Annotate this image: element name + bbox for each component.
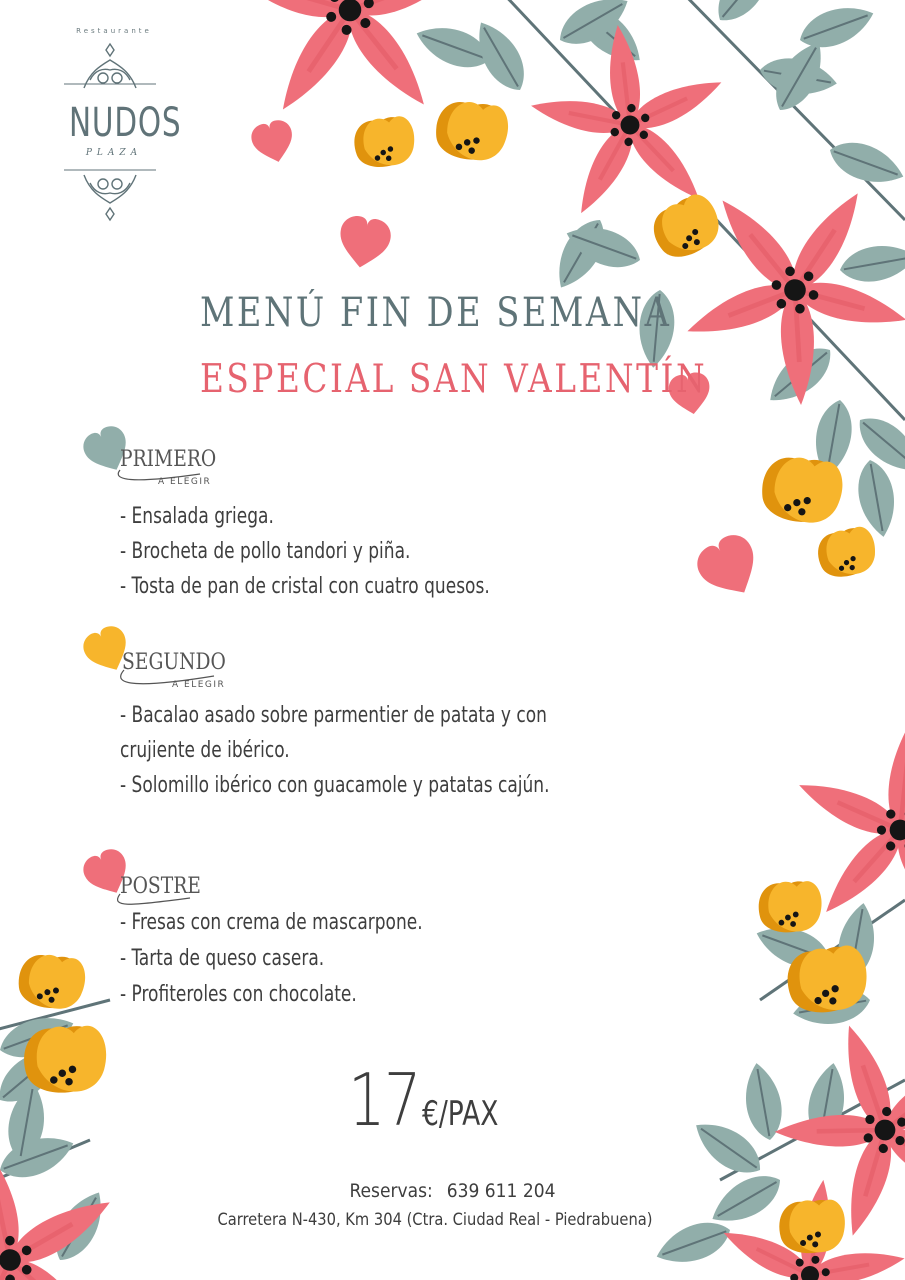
price-unit: €/PAX [421,1094,499,1134]
menu-item: - Fresas con crema de mascarpone. [120,910,423,935]
reservations-line [0,1180,905,1202]
address: Carretera N-430, Km 304 (Ctra. Ciudad Real - Piedrabuena) [217,1210,653,1230]
phone-number: 639 611 204 [446,1180,556,1202]
section-subheading-segundo: A ELEGIR [172,680,226,690]
section-subheading-primero: A ELEGIR [158,477,212,487]
menu-item: - Bacalao asado sobre parmentier de patata y con [120,703,547,728]
price [348,1058,520,1142]
menu-item: - Tosta de pan de cristal con cuatro quesos. [120,574,490,599]
menu-item: - Ensalada griega. [120,504,274,529]
section-heading-primero: PRIMERO [120,447,217,472]
menu-item: - Profiteroles con chocolate. [120,982,357,1007]
reservations-label: Reservas: [349,1180,433,1202]
section-heading-segundo: SEGUNDO [122,650,226,675]
section-heading-postre: POSTRE [120,874,201,899]
menu-title: MENÚ FIN DE SEMANA [200,290,672,336]
menu-item: - Solomillo ibérico con guacamole y patatas cajún. [120,773,550,798]
brand-logo-name: NUDOS [69,100,182,146]
brand-logo-subname: PLAZA [85,148,143,158]
brand-tagline: Restaurante [76,27,152,35]
menu-item: - Tarta de queso casera. [120,946,325,971]
price-amount: 17 [348,1058,420,1142]
menu-item: - Brocheta de pollo tandori y piña. [120,539,411,564]
special-title: ESPECIAL SAN VALENTÍN [200,357,708,402]
menu-item: crujiente de ibérico. [120,738,290,763]
